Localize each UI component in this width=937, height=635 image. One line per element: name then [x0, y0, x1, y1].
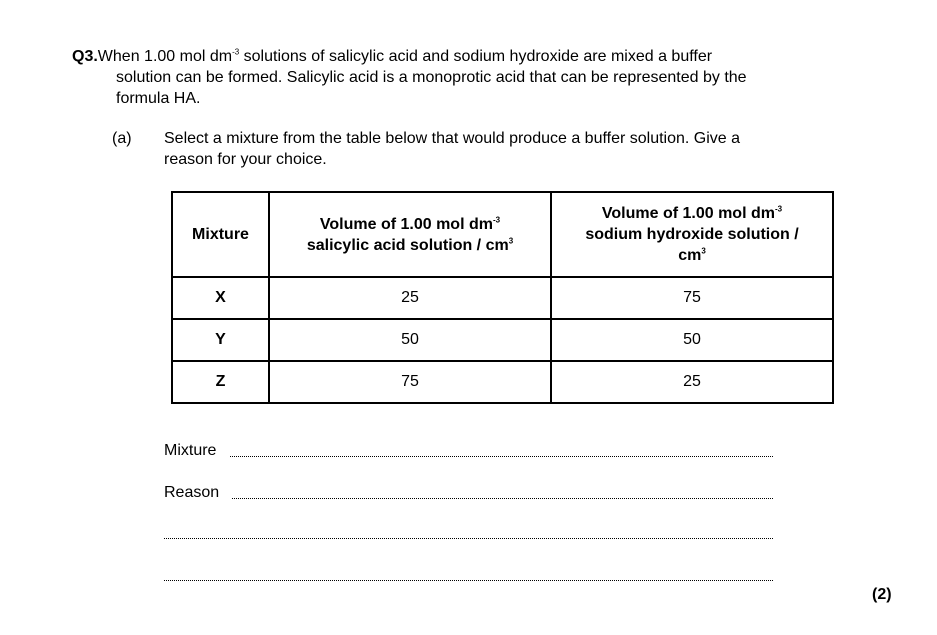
- reason-answer-label: Reason: [164, 484, 220, 501]
- stem-line3: formula HA.: [116, 90, 201, 107]
- base-volume-cell: 75: [551, 277, 833, 319]
- stem-line1: When 1.00 mol $dm^{-3}$ solutions of salicylic acid and sodium hydroxide are mixed a buffer: [97, 47, 713, 65]
- table-row: [172, 361, 833, 403]
- base-volume-cell: 25: [551, 361, 833, 403]
- mixture-cell: X: [172, 277, 269, 319]
- acid-volume-cell: 75: [269, 361, 551, 403]
- acid-volume-cell: 25: [269, 277, 551, 319]
- mixture-table: [171, 191, 834, 404]
- reason-answer-line[interactable]: [232, 498, 773, 499]
- question-stem: [72, 46, 862, 109]
- reason-answer-line-2[interactable]: [164, 538, 773, 539]
- part-text: Select a mixture from the table below that would produce a buffer solution. Give a reason for your choice.: [164, 130, 741, 168]
- question-number: Q3.: [72, 48, 98, 65]
- part-label: (a): [112, 130, 132, 147]
- table-header-row: [172, 192, 833, 277]
- header-mixture: Mixture: [172, 192, 269, 277]
- mixture-cell: Z: [172, 361, 269, 403]
- table-row: [172, 319, 833, 361]
- mixture-answer-label: Mixture: [164, 442, 217, 459]
- reason-answer-line-3[interactable]: [164, 580, 773, 581]
- marks-indicator: (2): [872, 586, 892, 603]
- table-row: [172, 277, 833, 319]
- header-base-volume: Volume of 1.00 mol $dm^{-3}$ sodium hydroxide solution / $cm^3$: [551, 192, 833, 277]
- mixture-answer-line[interactable]: [230, 456, 773, 457]
- base-volume-cell: 50: [551, 319, 833, 361]
- header-acid-volume: Volume of 1.00 mol $dm^{-3}$ salicylic acid solution / $cm^3$: [269, 192, 551, 277]
- mixture-cell: Y: [172, 319, 269, 361]
- acid-volume-cell: 50: [269, 319, 551, 361]
- stem-line2: solution can be formed. Salicylic acid is a monoprotic acid that can be represented by the: [116, 69, 747, 86]
